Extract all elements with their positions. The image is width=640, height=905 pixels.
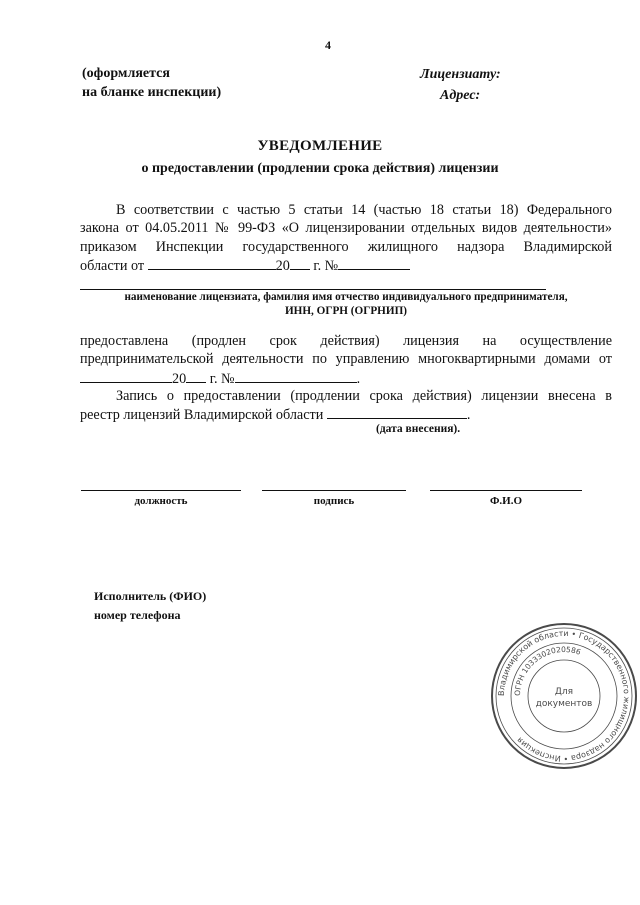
signature-caption: подпись [313,495,355,507]
para3-line1: Запись о предоставлении (продлении срока действия) лицензии внесена в [116,388,612,404]
document-title: УВЕДОМЛЕНИЕ [257,138,383,154]
executor-block [94,587,206,625]
license-number-label: г. № [209,370,235,387]
paragraph-legal-basis [80,201,612,275]
seal-inner-text: ОГРН 1033302020586 [512,644,582,697]
para1-line1: В соответствии с частью 5 статьи 14 (частью 18 статьи 18) Федерального [116,202,612,218]
full-name-caption: Ф.И.О [489,495,523,507]
executor-name-label: Исполнитель (ФИО) [94,589,207,603]
signature-blank[interactable] [262,490,406,491]
license-year-prefix: 20 [172,370,187,387]
order-number-label: г. № [313,258,339,275]
license-year-blank[interactable] [186,369,206,383]
para2-line1: предоставлена (продлен срок действия) лицензия на осуществление [80,333,612,349]
order-date-label: области от [80,258,145,275]
addressee-label: Лицензиату: [420,67,501,82]
license-line-end: . [356,370,361,387]
position-blank[interactable] [81,490,241,491]
licensee-caption-line2: ИНН, ОГРН (ОГРНИП) [284,305,408,317]
order-number-blank[interactable] [338,256,410,270]
registry-line-end: . [466,407,471,424]
paragraph-license-granted [80,332,612,387]
para1-line3: приказом Инспекции государственного жилищного надзора Владимирской [80,238,612,255]
license-date-blank[interactable] [80,369,172,383]
order-year-prefix: 20 [275,258,290,275]
inspection-seal [487,619,640,773]
executor-phone-label: номер телефона [94,608,181,622]
order-date-blank[interactable] [148,256,276,270]
seal-center-line2: документов [535,699,593,709]
para2-line3 [80,369,612,387]
position-caption: должность [134,495,188,507]
para1-line4 [80,256,612,274]
order-year-blank[interactable] [290,256,310,270]
letterhead-note [82,64,221,102]
para3-line2 [80,405,612,423]
full-name-blank[interactable] [430,490,582,491]
para2-line2: предпринимательской деятельности по управлению многоквартирными домами от [80,351,612,368]
addressee-block [420,64,501,106]
registry-label: реестр лицензий Владимирской области [80,407,324,424]
letterhead-note-line1: (оформляется [82,66,170,81]
seal-center-line1: Для [554,687,574,697]
licensee-caption-line1: наименование лицензиата, фамилия имя отчество индивидуального предпринимателя, [124,291,568,303]
seal-outer-text: Владимирской области • Государственного жилищного надзора • Инспекция [496,628,632,764]
address-label: Адрес: [440,88,481,103]
page-number: 4 [325,38,331,52]
letterhead-note-line2: на бланке инспекции) [82,85,222,100]
license-number-blank[interactable] [235,369,357,383]
paragraph-registry-entry [80,387,612,424]
registry-date-caption: (дата внесения). [376,423,461,435]
para1-line2: закона от 04.05.2011 № 99-ФЗ «О лицензировании отдельных видов деятельности» [80,220,612,237]
licensee-name-blank[interactable] [80,289,546,290]
document-subtitle: о предоставлении (продлении срока действия) лицензии [141,161,499,176]
registry-date-blank[interactable] [327,405,467,419]
